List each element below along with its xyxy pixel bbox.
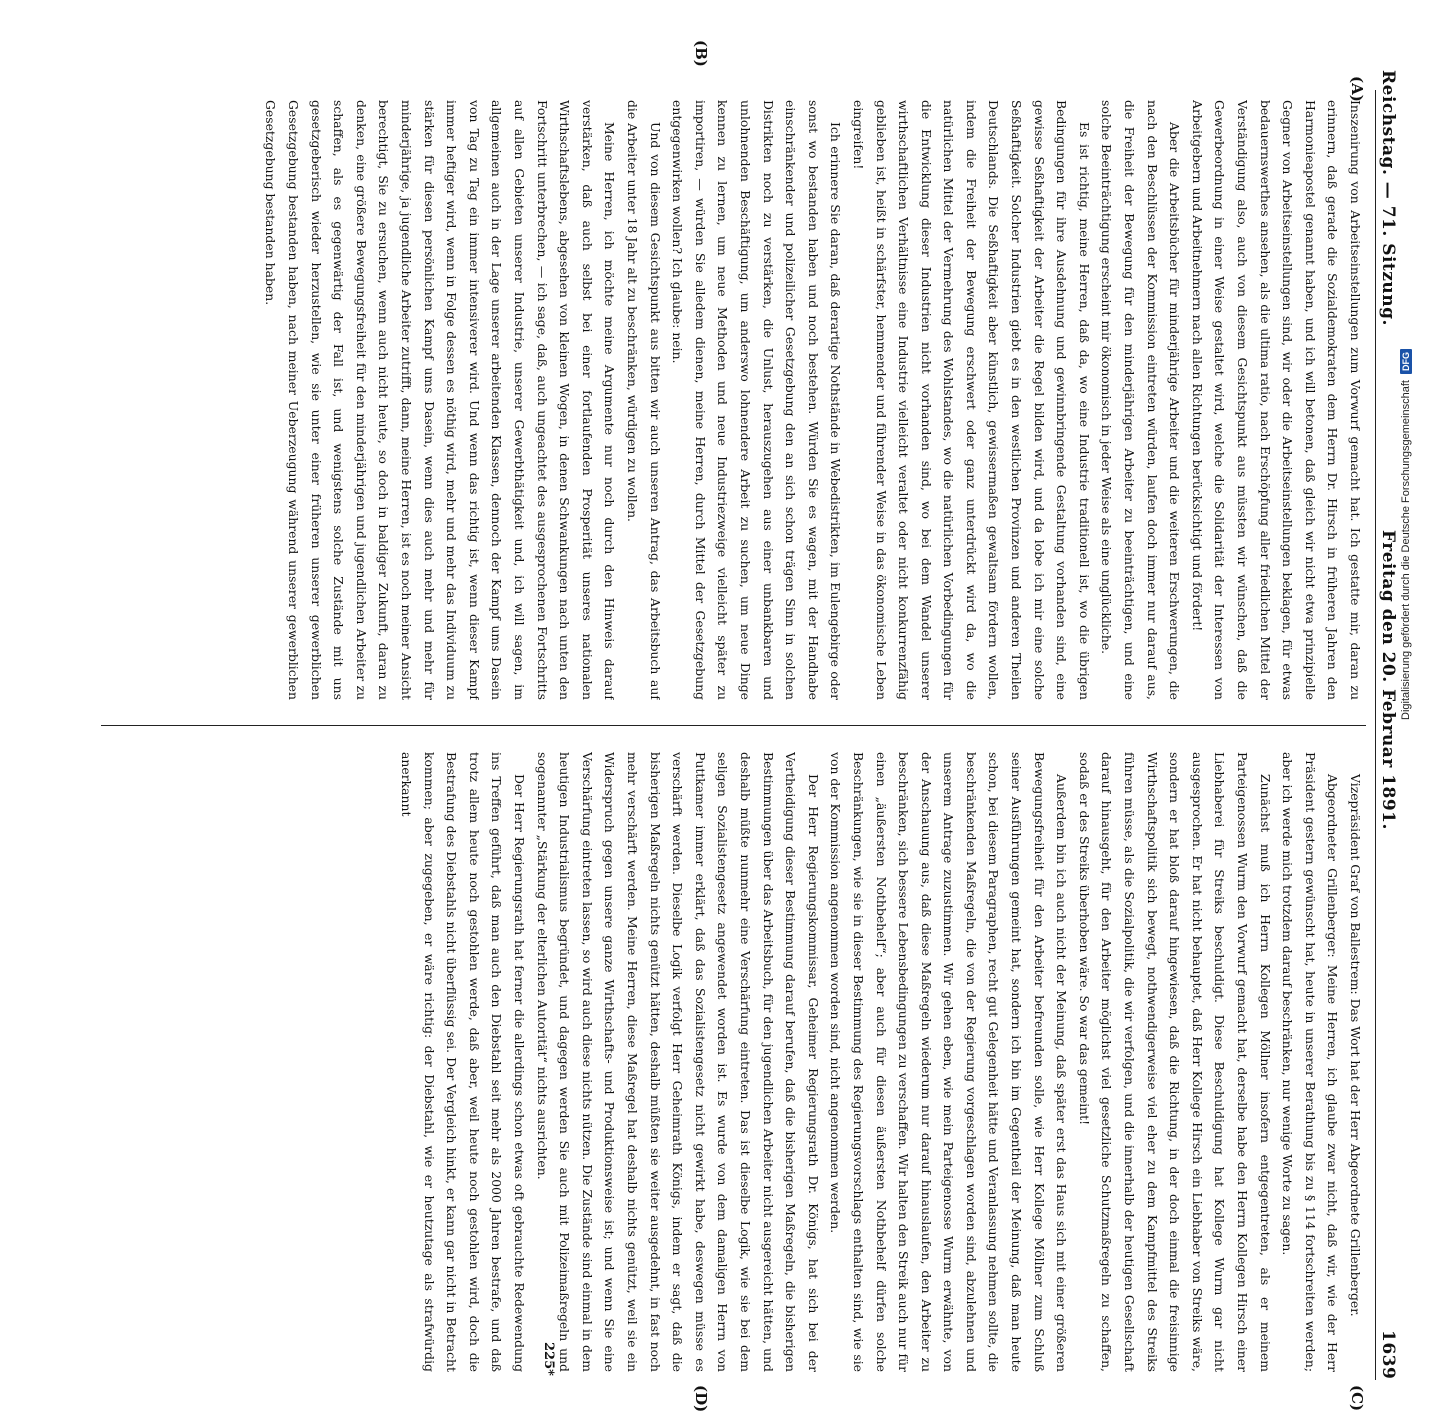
paragraph: Und von diesem Gesichtspunkt aus bitten wir auch unseren Antrag, das Arbeitsbuch auf die Arbeiter unter 18 Jahr alt zu beschränken, würdigen zu wollen. [625,100,663,700]
paragraph: Ich erinnere Sie daran, daß derartige Nothstände in Webedistrikten, im Eulengebirge oder sonst wo bestanden haben und noch bestehen. Würden Sie es wagen, mit der Handhabe einschränkender und polizeilicher Gesetzgebung den an sich schon trägen Sinn in solchen Distrikten noch zu verstärken, die Unlust, herauszugehen aus einer unbankbaren und unlohnenden Beschäftigung, um anderswo lohnendere Arbeit zu suchen, um neue Dinge kennen zu lernen, um neue Methoden und neue Industriezweige vielleicht später zu importiren, — würden Sie alledem dienen, meine Herren, durch Mittel der Gesetzgebung entgegenwirken wollen? Ich glaube: nein. [670,100,844,700]
running-header-session: Reichstag. — 71. Sitzung. [1378,70,1398,326]
paragraph: Es ist richtig, meine Herren, daß da, wo eine Industrie traditionell ist, wo die übrigen Bedingungen für ihre Ausdehnung und gewinnbringende Gestaltung vorhanden sind, eine gewisse Seßhaftigkeit der Arbeiter die Regel bilden wird, und da lobe ich mir eine solche Seßhaftigkeit. Solcher Industrien giebt es in den westlichen Provinzen und anderen Theilen Deutschlands. Die Seßhaftigkeit aber künstlich, gewissermaßen gewaltsam fördern wollen, indem die Freiheit der Bewegung erschwert oder ganz unterdrückt wird da, wo die natürlichen Mittel der Vermehrung des Wohlstandes, wo die natürlichen Vorbedingungen für die Entwicklung dieser Industrien nicht vorhanden sind, wo bei dem Wandel unserer wirthschaftlichen Verhältnisse eine Industrie vielleicht veraltet oder nicht konkurrenzfähig geblieben ist, heißt in schärfster, hemmender und führender Weise in das ökonomische Leben eingreifen! [850,100,1092,700]
dfg-logo: DFG [1400,349,1412,374]
column-divider [101,725,1366,726]
margin-mark-a: (A) [1348,76,1366,102]
margin-mark-b: (B) [692,40,710,67]
paragraph: Vizepräsident Graf von Ballestrem: Das Wort hat der Herr Abgeordnete Grillenberger. [1348,774,1363,1317]
paragraph: Aber die Arbeitsbücher für minderjährige Arbeiter und die weiteren Erschwerungen, die nach den Beschlüssen der Kommission eintreten würden, laufen doch immer nur darauf aus, die Freiheit der Bewegung für den minderjährigen Arbeiter zu beeinträchtigen, und eine solche Beeinträchtigung erscheint mir ökonomisch in jeder Weise als eine unglückliche. [1099,100,1183,700]
paragraph: Zunächst muß ich Herrn Kollegen Möllner insofern entgegentreten, als er meinem Parteigenossen Wurm den Vorwurf gemacht hat, derselbe habe den Herrn Kollegen Hirsch einer Liebhaberei für Streiks beschuldigt. Diese Beschuldigung hat Kollege Wurm gar nicht ausgesprochen. Er hat nicht behauptet, daß Herr Kollege Hirsch ein Liebhaber von Streiks wäre, sondern er hat bloß darauf hingewiesen, daß die Richtung, in der doch einmal die freisinnige Wirthschaftspolitik sich bewegt, nothwendigerweise viel eher zu dem Kampfmittel des Streiks führen müsse, als die Sozialpolitik, die wir verfolgen, und die innerhalb der heutigen Gesellschaft darauf hinausgeht, für den Arbeiter möglichst viel gesetzliche Schutzmaßregeln zu schaffen, sodaß er des Streiks überhoben wäre. So war das gemeint! [1076,752,1273,1372]
text-column-right [66,752,1366,1372]
running-header-date: Freitag den 20. Februar 1891. [1378,530,1398,830]
margin-mark-c: (C) [1348,1385,1366,1412]
page-number: 1639 [1378,1330,1398,1380]
paragraph: Der Herr Regierungsrath hat ferner die allerdings schon etwas oft gebrauchte Redewendung ins Treffen geführt, daß man auch den Diebstahl seit mehr als 2000 Jahren bestrafe, und daß trotz allem heute noch gestohlen werde, daß aber, weil heute noch gestohlen wird, doch die Bestrafung des Diebstahls nicht überflüssig sei. Der Vergleich hinkt, er kann gar nicht in Betracht kommen; aber zugegeben, er wäre richtig: der Diebstahl, wie er heutzutage als strafwürdig anerkannt [399,752,528,1372]
paragraph: Der Herr Regierungskommissar, Geheimer Regierungsrath Dr. Königs, hat sich bei der Vertheidigung dieser Bestimmung darauf berufen, daß die bisherigen Maßregeln, die bisherigen Bestimmungen über das Arbeitsbuch, für den jugendlichen Arbeiter nicht ausgereicht hätten, und deshalb müßte nunmehr eine Verschärfung eintreten. Das ist dieselbe Logik, wie sie bei dem seligen Sozialistengesetz angewendet worden ist. Es wurde von dem damaligen Herrn von Puttkamer immer erklärt, daß das Sozialistengesetz nicht gewirkt habe, deswegen müsse es verschärft werden. Dieselbe Logik verfolgt Herr Geheimrath Königs, indem er sagt, daß die bisherigen Maßregeln nichts genützt hätten, deshalb müßten sie weiter ausgedehnt, in fast noch mehr verschärft werden. Meine Herren, diese Maßregel hat deshalb nichts genützt, weil sie ein Widerspruch gegen unsere ganze Wirthschafts- und Produktionsweise ist; und wenn Sie eine Verschärfung eintreten lassen, so wird auch diese nichts nützen. Die Zustände sind einmal in dem heutigen Industrialismus begründet, und dagegen werden Sie auch mit Polizeimaßregeln und sogenannter „Stärkung der elterlichen Autorität“ nichts ausrichten. [534,752,821,1372]
digitization-text: Digitalisierung gefördert durch die Deutsche Forschungsgemeinschaft [1400,380,1412,720]
paragraph: Inszenirung von Arbeitseinstellungen zum Vorwurf gemacht hat. Ich gestatte mir, daran zu erinnern, daß gerade die Sozialdemokraten dem Herrn Dr. Hirsch in früheren Jahren den Harmonieapostel genannt haben, und ich will betonen, daß gleich wir nicht etwa prinzipielle Gegner von Arbeitseinstellungen sind, wir oder die Arbeitseinstellungen beklagen, für etwas bedauernswerthes ansehen, als die ultima ratio, nach Erschöpfung aller friedlichen Mittel der Verständigung also, auch von diesem Gesichtspunkt aus müssten wir wünschen, daß die Gewerbeordnung in einer Weise gestaltet wird, welche die Solidarität der Interessen von Arbeitgebern und Arbeitnehmern nach allen Richtungen berücksichtigt und fördert! [1189,100,1363,700]
margin-mark-d: (D) [692,1385,710,1412]
paragraph: Meine Herren, ich möchte meine Argumente nur noch durch den Hinweis darauf verstärken, daß auch selbst bei einer fortlaufenden Prosperität unseres nationalen Wirthschaftslebens, abgesehen von kleinen Wogen, in denen Schwankungen nach unten den Fortschritt unterbrechen, — ich sage, daß, auch ungeachtet des ausgesprochenen Fortschritts auf allen Gebieten unserer Industrie, unserer Gewerbthätigkeit und, ich will sagen, im allgemeinen auch in der Lage unserer arbeitenden Klassen, dennoch der Kampf ums Dasein von Tag zu Tag ein immer intensiverer wird. Und wenn das richtig ist, wenn dieser Kampf immer heftiger wird, wenn in Folge dessen es nöthig wird, mehr und mehr das Individuum zu stärken für diesen persönlichen Kampf ums Dasein, wenn dies auch mehr und mehr für minderjährige, ja jugendliche Arbeiter zutrifft, dann, meine Herren, ist es noch meiner Ansicht berechtigt, Sie zu ersuchen, wenn auch nicht heute, so doch in baldiger Zukunft, daran zu denken, eine größere Bewegungsfreiheit für den minderjährigen und jugendlichen Arbeiter zu schaffen, als es gegenwärtig der Fall ist, und wenigstens solche Zustände mit uns gesetzgeberisch wieder herzustellen, wie sie unter einer früheren unserer gewerblichen Gesetzgebung bestanden haben, nach meiner Ueberzeugung während unserer gewerblichen Gesetzgebung bestanden haben. [263,100,618,700]
digitization-notice [1396,300,1416,720]
text-column-left [66,100,1366,700]
page-reference: 225* [541,1342,556,1376]
paragraph: Außerdem bin ich auch nicht der Meinung, daß später erst das Haus sich mit einer größeren Bewegungsfreiheit für den Arbeiter befreunden solle, wie Herr Kollege Möllner zum Schluß seiner Ausführungen gemeint hat, sondern ich bin im Gegentheil der Meinung, daß man heute schon, bei diesem Paragraphen, recht gut Gelegenheit hätte und Veranlassung nehmen sollte, die beschränkenden Maßregeln, die von der Regierung vorgeschlagen worden sind, abzulehnen und unserem Antrage zuzustimmen. Wir gehen eben, wie mein Parteigenosse Wurm erwähnte, von der Anschauung aus, daß diese Maßregeln wiederum nur darauf hinauslaufen, den Arbeiter zu beschränken, sich bessere Lebensbedingungen zu verschaffen. Wir halten den Streik auch nur für einen „äußersten Nothbehelf“; aber auch für diesen äußersten Nothbehelf dürfen solche Beschränkungen, wie sie in dieser Bestimmung des Regierungsvorschlags enthalten sind, wie sie von der Kommission angenommen worden sind, nicht angenommen werden. [828,752,1070,1372]
paragraph: Abgeordneter Grillenberger: Meine Herren, ich glaube zwar nicht, daß wir, wie der Herr Präsident gestern gewünscht hat, heute in unserer Berathung bis zu § 114 fortschreiten werden; aber ich werde mich trotzdem darauf beschränken, nur wenige Worte zu sagen. [1280,752,1341,1372]
header-rule [1375,90,1376,1380]
